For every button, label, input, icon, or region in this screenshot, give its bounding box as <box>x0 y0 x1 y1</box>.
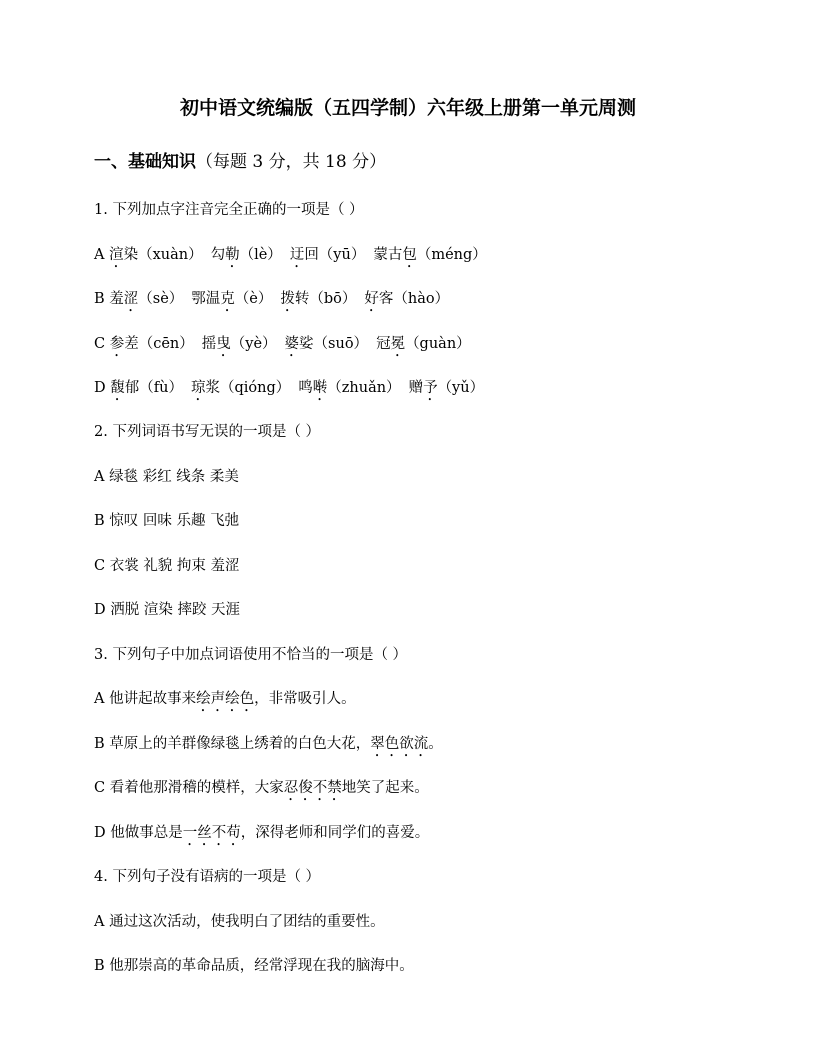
dotted-char: 馥 <box>110 380 125 396</box>
dotted-char: 涩 <box>123 291 139 307</box>
dotted-phrase: 忍俊不禁 <box>283 780 342 796</box>
dotted-phrase: 翠色欲流 <box>370 736 429 752</box>
pinyin-item: 迂回（yū） <box>289 247 366 263</box>
dotted-char: 婆 <box>284 336 300 352</box>
q2-stem: 2. 下列词语书写无误的一项是（ ） <box>94 424 321 440</box>
dotted-char: 曳 <box>216 336 231 352</box>
q3-option-b: B 草原上的羊群像绿毯上绣着的白色大花，翠色欲流。 <box>94 736 443 752</box>
q2-option-b: B 惊叹 回味 乐趣 飞弛 <box>94 513 240 529</box>
dotted-char: 克 <box>220 291 235 307</box>
dotted-char: 冕 <box>390 336 406 352</box>
dotted-char: 啭 <box>312 380 328 396</box>
q2-option-a: A 绿毯 彩红 线条 柔美 <box>94 469 239 485</box>
pinyin-item: 鄂温克（è） <box>191 291 273 307</box>
q4-option-b: B 他那崇高的革命品质，经常浮现在我的脑海中。 <box>94 958 414 974</box>
pinyin-item: 赠予（yǔ） <box>408 380 485 396</box>
section-heading <box>94 149 386 175</box>
dotted-char: 琼 <box>190 380 206 396</box>
dotted-char: 渲 <box>109 247 124 263</box>
pinyin-item: 勾勒（lè） <box>210 247 282 263</box>
dotted-char: 好 <box>364 291 379 307</box>
dotted-char: 予 <box>423 380 438 396</box>
document-title: 初中语文统编版（五四学制）六年级上册第一单元周测 <box>179 97 636 119</box>
q4-option-a: A 通过这次活动，使我明白了团结的重要性。 <box>94 914 385 930</box>
q3-option-c: C 看着他那滑稽的模样，大家忍俊不禁地笑了起来。 <box>94 780 429 796</box>
q1-option-c <box>94 333 471 360</box>
dotted-char: 参 <box>109 336 125 352</box>
dotted-phrase: 一丝不苟 <box>182 825 241 841</box>
q3-option-d: D 他做事总是一丝不苟，深得老师和同学们的喜爱。 <box>94 825 430 841</box>
dotted-char: 勒 <box>225 247 240 263</box>
option-letter: C <box>94 336 110 352</box>
q3-option-a: A 他讲起故事来绘声绘色，非常吸引人。 <box>94 691 356 707</box>
pinyin-item: 蒙古包（méng） <box>373 247 487 263</box>
option-letter: D <box>94 380 111 396</box>
dotted-char: 拨 <box>280 291 295 307</box>
section-label: 一、基础知识 <box>94 152 196 172</box>
q1-option-a <box>94 244 487 271</box>
q2-option-d: D 洒脱 渲染 摔跤 天涯 <box>94 602 241 618</box>
pinyin-item: 羞涩（sè） <box>109 291 184 307</box>
pinyin-item: 琼浆（qióng） <box>190 380 291 396</box>
dotted-char: 包 <box>402 247 417 263</box>
pinyin-item: 好客（hào） <box>364 291 450 307</box>
q2-option-c: C 衣裳 礼貌 拘束 羞涩 <box>94 558 240 574</box>
q4-stem: 4. 下列句子没有语病的一项是（ ） <box>94 869 321 885</box>
pinyin-item: 冠冕（guàn） <box>376 336 471 352</box>
option-letter: A <box>94 247 110 263</box>
q3-stem: 3. 下列句子中加点词语使用不恰当的一项是（ ） <box>94 647 408 663</box>
dotted-char: 迂 <box>289 247 305 263</box>
pinyin-item: 馥郁（fù） <box>110 380 183 396</box>
dotted-phrase: 绘声绘色 <box>196 691 255 707</box>
section-note: （每题 3 分，共 18 分） <box>196 152 387 172</box>
pinyin-item: 渲染（xuàn） <box>109 247 203 263</box>
q1-option-d <box>94 377 484 404</box>
pinyin-item: 拨转（bō） <box>280 291 357 307</box>
pinyin-item: 参差（cēn） <box>109 336 194 352</box>
q1-stem: 1. 下列加点字注音完全正确的一项是（ ） <box>94 202 364 218</box>
pinyin-item: 婆娑（suō） <box>284 336 369 352</box>
pinyin-item: 摇曳（yè） <box>201 336 277 352</box>
option-letter: B <box>94 291 110 307</box>
pinyin-item: 鸣啭（zhuǎn） <box>298 380 401 396</box>
q1-option-b <box>94 288 449 315</box>
